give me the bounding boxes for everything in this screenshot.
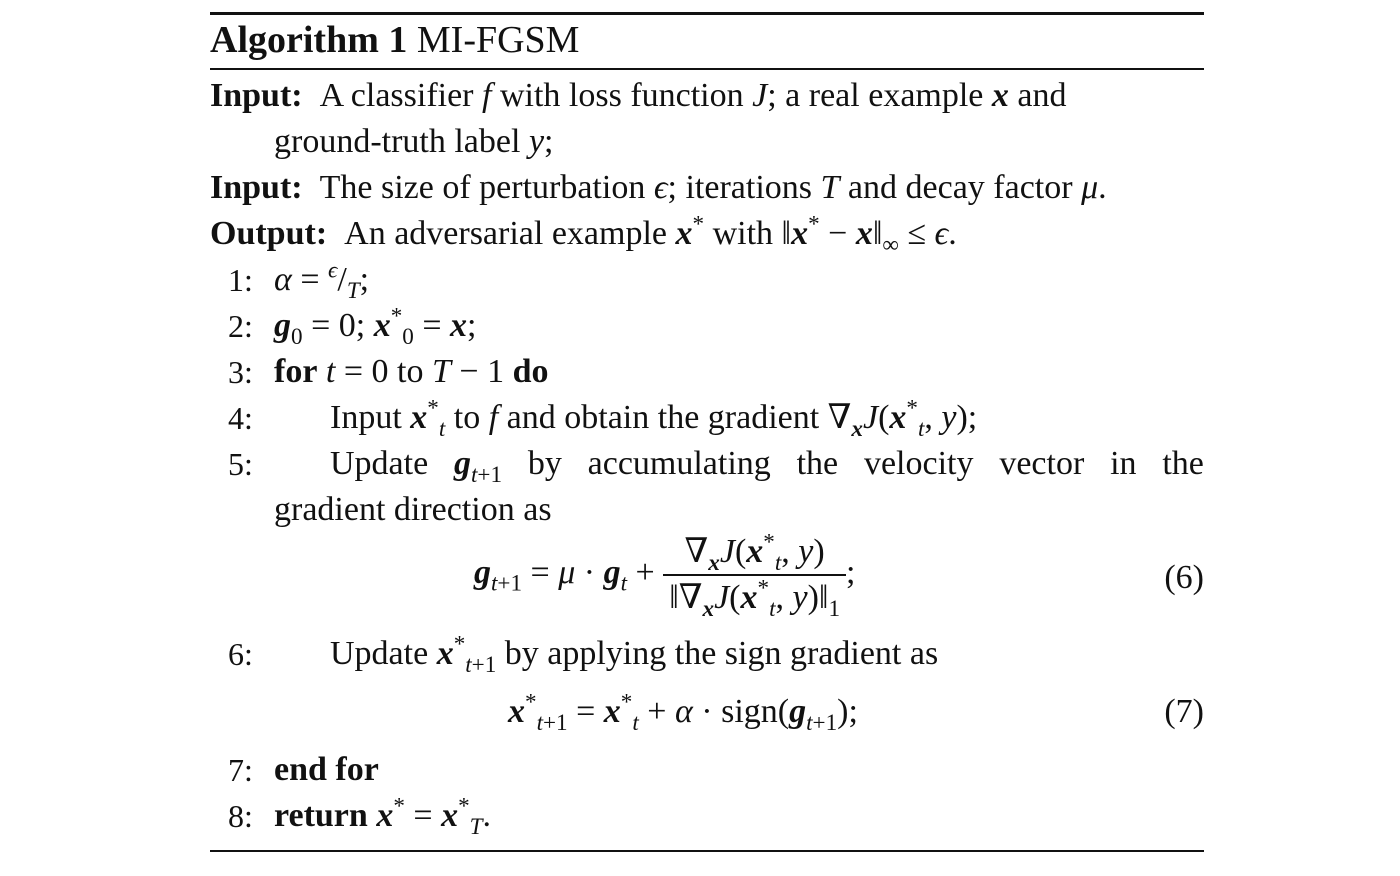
step-1: $\alpha = ^\epsilon/_T$;: [274, 257, 370, 304]
top-rule: [210, 12, 1204, 15]
step-number: 8:: [228, 798, 253, 834]
input-keyword: Input:: [210, 169, 303, 206]
algorithm-title: [210, 18, 579, 62]
input-keyword: Input:: [210, 77, 303, 114]
step-2: $g_0 = 0$; $x^*_0 = x$;: [274, 303, 477, 350]
end-for-keyword: end for: [274, 751, 379, 788]
input-line-1-cont: ground-truth label y;: [274, 123, 554, 160]
step-7: [274, 750, 379, 790]
input-line-2: Input: The size of perturbation ϵ; iterations T and decay factor μ.: [210, 169, 1107, 206]
step-number: 6:: [228, 636, 253, 672]
step-4: Input $x^*_t$ to f and obtain the gradient $\nabla_xJ(x^*_t$, y);: [330, 395, 978, 442]
gradient-fraction: $\frac{\nabla_xJ(x^*_t, y)}{‖\nabla_xJ(x^*_t, y)‖_1}$: [663, 532, 846, 618]
step-5-cont: gradient direction as: [274, 491, 552, 528]
step-number: 5:: [228, 446, 253, 482]
header-rule: [210, 68, 1204, 70]
algorithm-name: MI-FGSM: [416, 19, 580, 61]
for-keyword: for: [274, 353, 318, 390]
algorithm-label: Algorithm 1: [210, 19, 408, 61]
output-line: Output: An adversarial example x* with ‖x* − $x‖_\infty \le \epsilon$.: [210, 211, 957, 258]
step-number: 3:: [228, 354, 253, 390]
do-keyword: do: [512, 353, 549, 390]
return-keyword: return: [274, 797, 368, 834]
equation-number-6: (6): [1164, 559, 1204, 596]
bottom-rule: [210, 850, 1204, 852]
equation-7: $x^*_{t+1} = x^*_t + \alpha$ · $sign(g_{t+1})$;: [508, 689, 858, 736]
step-number: 1:: [228, 262, 253, 298]
equation-6: $g_{t+1} = \mu \cdot g_t$ + $\frac{\nabla_xJ(x^*_t, y)}{‖\nabla_xJ(x^*_t, y)‖_1}$ ;: [474, 529, 856, 622]
output-keyword: Output:: [210, 215, 328, 252]
input-line-1: Input: A classifier f with loss function J; a real example x and: [210, 77, 1067, 114]
step-6: Update $x^*_{t+1}$ by applying the sign gradient as: [330, 631, 939, 678]
step-number: 4:: [228, 400, 253, 436]
step-number: 7:: [228, 752, 253, 788]
step-8: return $x^* = x^*_T$.: [274, 793, 491, 840]
equation-number-7: (7): [1164, 693, 1204, 730]
step-5: Update $g_{t+1}$ by accumulating the velocity vector in the: [330, 445, 1204, 488]
step-3: for t = 0 to T − 1 do: [274, 353, 549, 390]
step-number: 2:: [228, 308, 253, 344]
